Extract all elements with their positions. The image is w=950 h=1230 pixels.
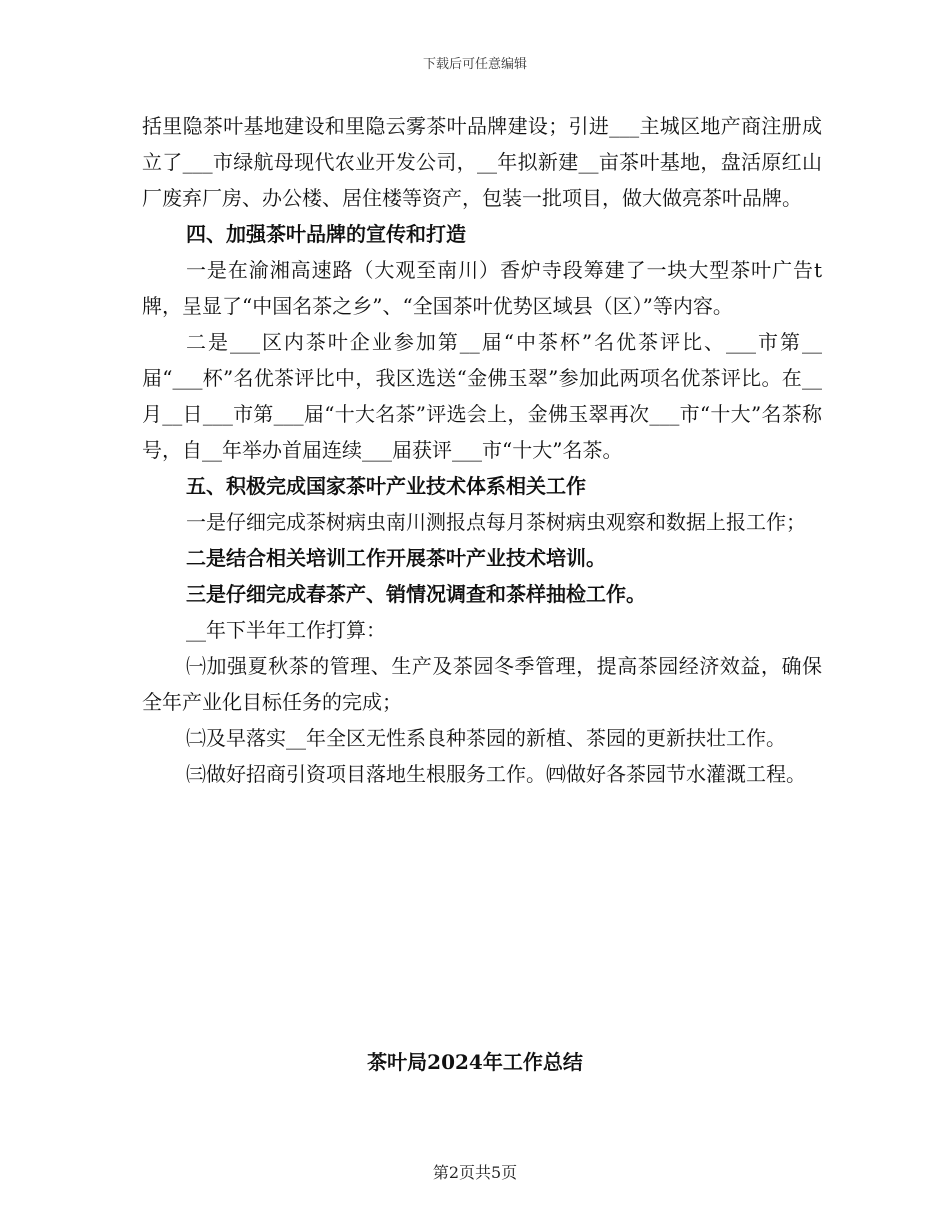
paragraph: ㈠加强夏秋茶的管理、生产及茶园冬季管理，提高茶园经济效益，确保全年产业化目标任务的完成；: [142, 654, 822, 714]
paragraph: 括里隐茶叶基地建设和里隐云雾茶叶品牌建设；引进___主城区地产商注册成立了___市绿航母现代农业开发公司，__年拟新建__亩茶叶基地，盘活原红山厂废弃厂房、办公楼、居住楼等资产，包装一批项目，做大做亮茶叶品牌。: [142, 114, 822, 210]
section-heading-4: 四、加强茶叶品牌的宣传和打造: [186, 222, 466, 246]
document-body: [142, 108, 822, 792]
paragraph: ㈢做好招商引资项目落地生根服务工作。㈣做好各茶园节水灌溉工程。: [186, 762, 806, 786]
section-heading-5: 五、积极完成国家茶叶产业技术体系相关工作: [186, 474, 586, 498]
paragraph: 一是在渝湘高速路（大观至南川）香炉寺段筹建了一块大型茶叶广告t牌，呈显了“中国名茶之乡”、“全国茶叶优势区域县（区）”等内容。: [142, 258, 822, 318]
paragraph: 二是___区内茶叶企业参加第__届“中茶杯”名优茶评比、___市第__届“___杯”名优茶评比中，我区选送“金佛玉翠”参加此两项名优茶评比。在__月__日___市第___届“十大名茶”评选会上，金佛玉翠再次___市“十大”名茶称号，自__年举办首届连续___届获评___市“十大”名茶。: [142, 330, 822, 462]
document-title: 茶叶局2024年工作总结: [367, 1050, 583, 1074]
bold-item: 三是仔细完成春茶产、销情况调查和茶样抽检工作。: [186, 582, 646, 606]
paragraph: __年下半年工作打算：: [186, 618, 386, 642]
paragraph: 一是仔细完成茶树病虫南川测报点每月茶树病虫观察和数据上报工作；: [186, 510, 806, 534]
bold-item: 二是结合相关培训工作开展茶叶产业技术培训。: [186, 546, 606, 570]
paragraph: ㈡及早落实__年全区无性系良种茶园的新植、茶园的更新扶壮工作。: [186, 726, 786, 750]
page-header: 下载后可任意编辑: [422, 57, 527, 72]
page-number: 第2页共5页: [432, 1163, 518, 1182]
